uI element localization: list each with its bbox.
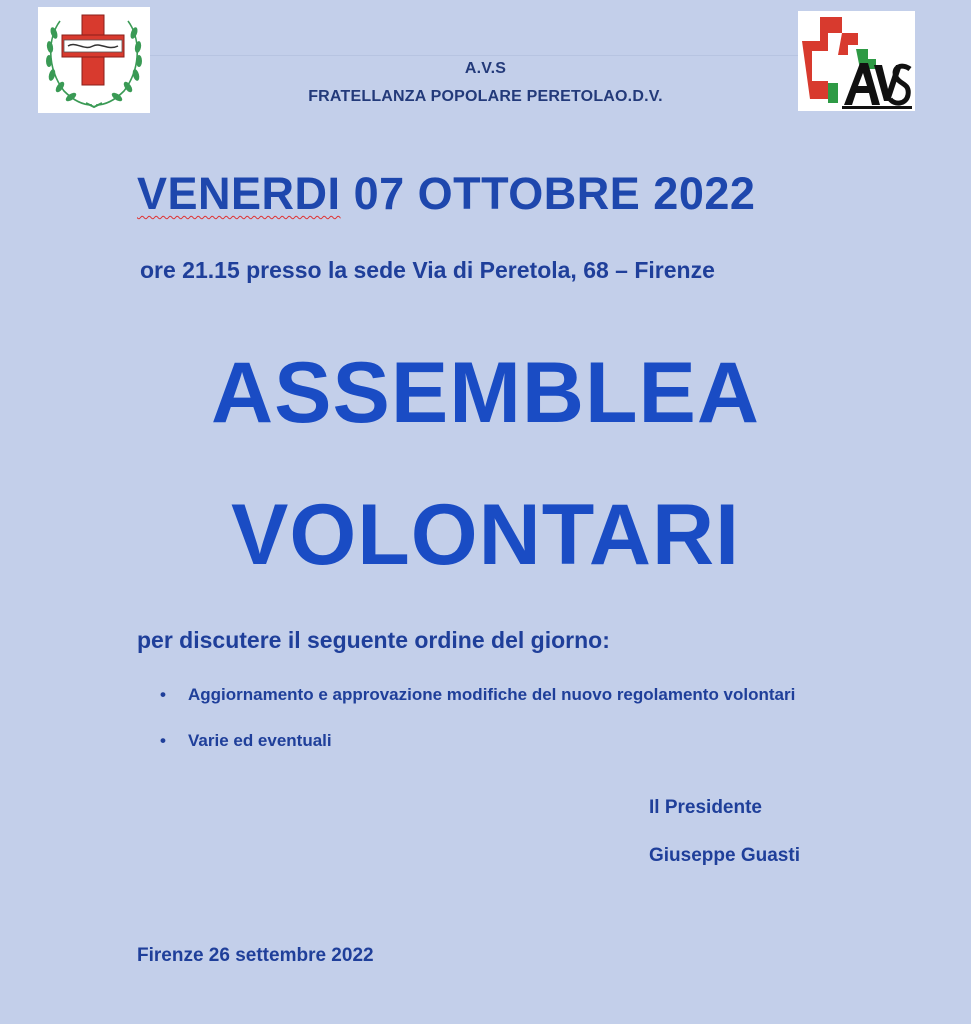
bullet-icon: • bbox=[160, 731, 166, 750]
agenda-item-text: Aggiornamento e approvazione modifiche del nuovo regolamento volontari bbox=[188, 685, 796, 704]
signature-name: Giuseppe Guasti bbox=[649, 845, 800, 866]
header-divider bbox=[90, 55, 880, 56]
agenda-list bbox=[160, 680, 850, 772]
agenda-item bbox=[160, 726, 850, 755]
org-full-name: FRATELLANZA POPOLARE PERETOLAO.D.V. bbox=[308, 88, 663, 105]
signature-role: Il Presidente bbox=[649, 797, 762, 818]
agenda-intro: per discutere il seguente ordine del giorno: bbox=[137, 627, 610, 653]
event-date-day: 07 OTTOBRE 2022 bbox=[353, 168, 756, 219]
event-date-weekday: VENERDI bbox=[137, 168, 341, 219]
event-date bbox=[137, 168, 755, 220]
bullet-icon: • bbox=[160, 685, 166, 704]
org-short-name: A.V.S bbox=[464, 60, 507, 77]
event-time-place: ore 21.15 presso la sede Via di Peretola, 68 – Firenze bbox=[140, 257, 715, 283]
agenda-item bbox=[160, 680, 850, 709]
headline-line-2: VOLONTARI bbox=[230, 487, 741, 583]
place-and-date: Firenze 26 settembre 2022 bbox=[137, 945, 374, 966]
agenda-item-text: Varie ed eventuali bbox=[188, 731, 332, 750]
headline-line-1: ASSEMBLEA bbox=[211, 345, 760, 441]
